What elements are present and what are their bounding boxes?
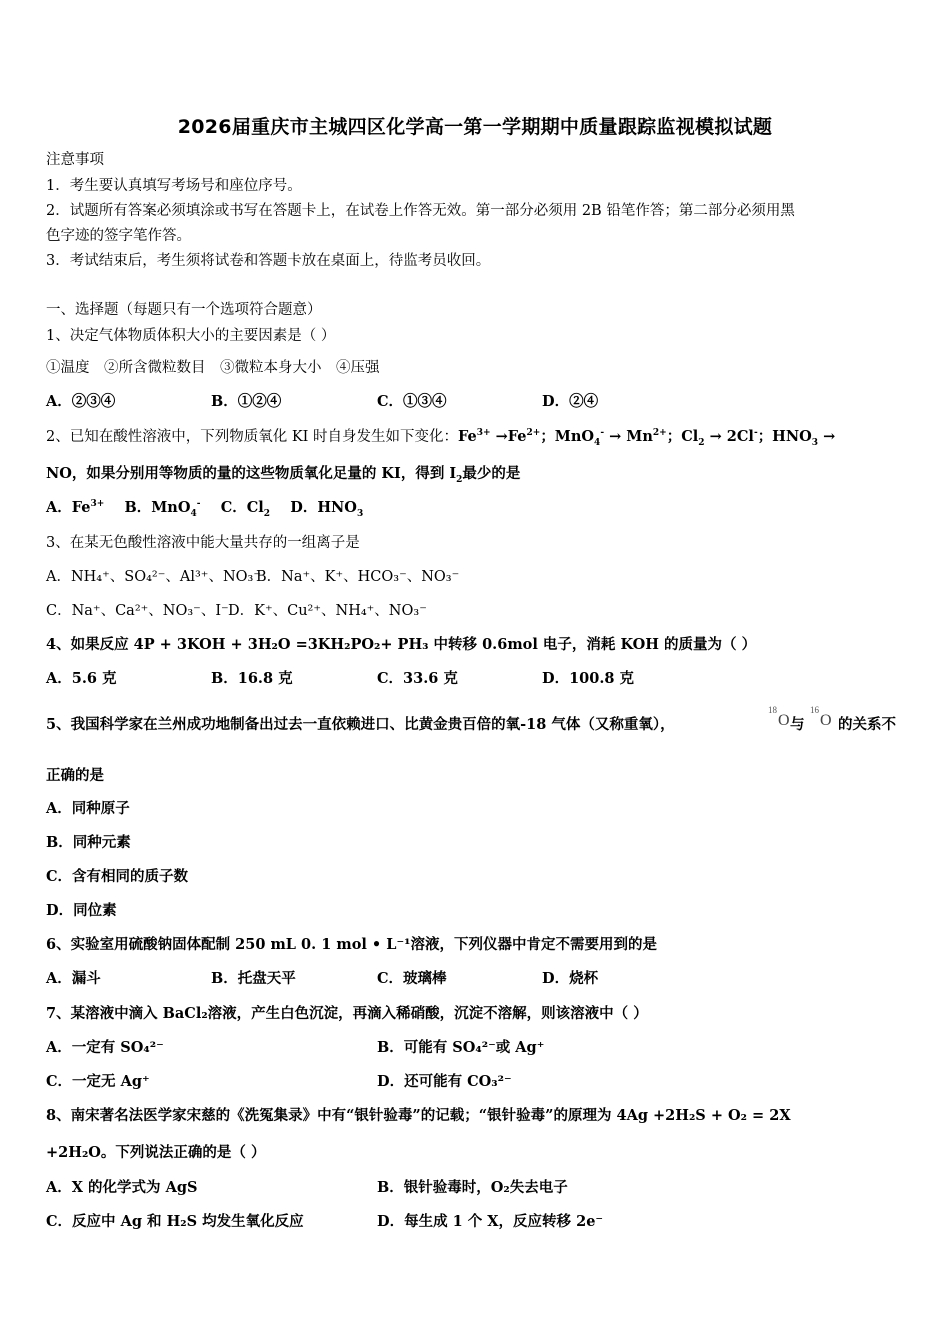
- q1-factors: ①温度 ②所含微粒数目 ③微粒本身大小 ④压强: [46, 360, 380, 376]
- oxygen-16-symbol: 16 O: [810, 705, 832, 729]
- exam-title: 2026届重庆市主城四区化学高一第一学期期中质量跟踪监视模拟试题: [177, 116, 773, 138]
- q8-stem-line1: 8、南宋著名法医学家宋慈的《洗冤集录》中有“银针验毒”的记载；“银针验毒”的原理为 4Ag +2H₂S + O₂ = 2X: [46, 1107, 791, 1124]
- q6-option-d: D．烧杯: [542, 970, 599, 987]
- q7-option-b: B．可能有 SO₄²⁻或 Ag⁺: [377, 1039, 545, 1056]
- q5-stem-line2: 正确的是: [46, 767, 104, 784]
- q3-option-c: C．Na⁺、Ca²⁺、NO₃⁻、I⁻: [46, 603, 229, 619]
- q1-option-a: A．②③④: [46, 393, 116, 410]
- q8-option-d: D．每生成 1 个 X，反应转移 2e⁻: [377, 1213, 604, 1230]
- q3-stem: 3、在某无色酸性溶液中能大量共存的一组离子是: [46, 535, 360, 551]
- q1-stem: 1、决定气体物质体积大小的主要因素是（ ）: [46, 328, 336, 344]
- q2-option-d: D．$HNO_3$: [290, 499, 364, 519]
- oxygen-18-symbol: 18 O: [768, 705, 790, 729]
- q2-formula: $Fe^{3+} \to Fe^{2+}$；$MnO_4^- \to Mn^{2+}$；$Cl_2 \to 2Cl^-$；$HNO_3$ →: [458, 428, 836, 448]
- q2-option-b: B．MnO$_4$-: [124, 499, 201, 519]
- q2-stem-text: 2、已知在酸性溶液中，下列物质氧化 KI 时自身发生如下变化：: [46, 429, 459, 445]
- q6-option-c: C．玻璃棒: [377, 970, 447, 987]
- q4-option-c: C．33.6 克: [377, 670, 458, 687]
- q3-option-a: A．NH₄⁺、SO₄²⁻、Al³⁺、NO₃⁻: [46, 569, 261, 585]
- q4-option-b: B．16.8 克: [211, 670, 293, 687]
- q4-option-d: D．100.8 克: [542, 670, 635, 687]
- q1-option-b: B．①②④: [211, 393, 282, 410]
- notice-item-2: 2．试题所有答案必须填涂或书写在答题卡上，在试卷上作答无效。第一部分必须用 2B 铅笔作答；第二部分必须用黑: [46, 203, 795, 219]
- q5-and: 与: [790, 716, 805, 733]
- q7-stem: 7、某溶液中滴入 BaCl₂溶液，产生白色沉淀，再滴入稀硝酸，沉淀不溶解，则该溶液中（ ）: [46, 1005, 648, 1022]
- q5-stem-line1-end: 的关系不: [838, 716, 896, 733]
- q1-option-c: C．①③④: [377, 393, 447, 410]
- q6-option-a: A．漏斗: [46, 970, 101, 987]
- q8-option-a: A．X 的化学式为 AgS: [46, 1179, 198, 1196]
- q2-stem-line1: [46, 427, 835, 447]
- q7-option-c: C．一定无 Ag⁺: [46, 1073, 150, 1090]
- q8-option-b: B．银针验毒时，O₂失去电子: [377, 1179, 568, 1196]
- notice-item-1: 1．考生要认真填写考场号和座位序号。: [46, 178, 302, 194]
- section-heading: 一、选择题（每题只有一个选项符合题意）: [46, 302, 322, 318]
- q6-option-b: B．托盘天平: [211, 970, 296, 987]
- q5-option-a: A．同种原子: [46, 800, 130, 817]
- q5-stem-line1: 5、我国科学家在兰州成功地制备出过去一直依赖进口、比黄金贵百倍的氧-18 气体（又称重氧），: [46, 716, 675, 733]
- notice-item-2-cont: 色字迹的签字笔作答。: [46, 228, 191, 244]
- q3-option-b: B．Na⁺、K⁺、HCO₃⁻、NO₃⁻: [256, 569, 460, 585]
- q6-stem: 6、实验室用硫酸钠固体配制 250 mL 0. 1 mol • L⁻¹溶液，下列仪器中肯定不需要用到的是: [46, 936, 657, 953]
- q7-option-a: A．一定有 SO₄²⁻: [46, 1039, 164, 1056]
- notice-item-3: 3．考试结束后，考生须将试卷和答题卡放在桌面上，待监考员收回。: [46, 253, 491, 269]
- q4-option-a: A．5.6 克: [46, 670, 117, 687]
- notice-heading: 注意事项: [46, 152, 104, 168]
- q5-option-c: C．含有相同的质子数: [46, 868, 189, 885]
- q4-stem: 4、如果反应 4P + 3KOH + 3H₂O =3KH₂PO₂+ PH₃ 中转移 0.6mol 电子，消耗 KOH 的质量为（ ）: [46, 636, 757, 653]
- q2-option-a: A．$Fe^{3+}$: [46, 499, 105, 516]
- q2-stem-line2: NO，如果分别用等物质的量的这些物质氧化足量的 KI，得到 $I_2$最少的是: [46, 465, 521, 485]
- q5-option-d: D．同位素: [46, 902, 117, 919]
- q8-stem-line2: +2H₂O。下列说法正确的是（ ）: [46, 1144, 266, 1161]
- q5-option-b: B．同种元素: [46, 834, 131, 851]
- q2-options: [46, 498, 363, 518]
- q7-option-d: D．还可能有 CO₃²⁻: [377, 1073, 512, 1090]
- q8-option-c: C．反应中 Ag 和 H₂S 均发生氧化反应: [46, 1213, 304, 1230]
- q1-option-d: D．②④: [542, 393, 599, 410]
- q3-option-d: D．K⁺、Cu²⁺、NH₄⁺、NO₃⁻: [228, 603, 427, 619]
- q2-option-c: C．$Cl_2$: [220, 499, 271, 519]
